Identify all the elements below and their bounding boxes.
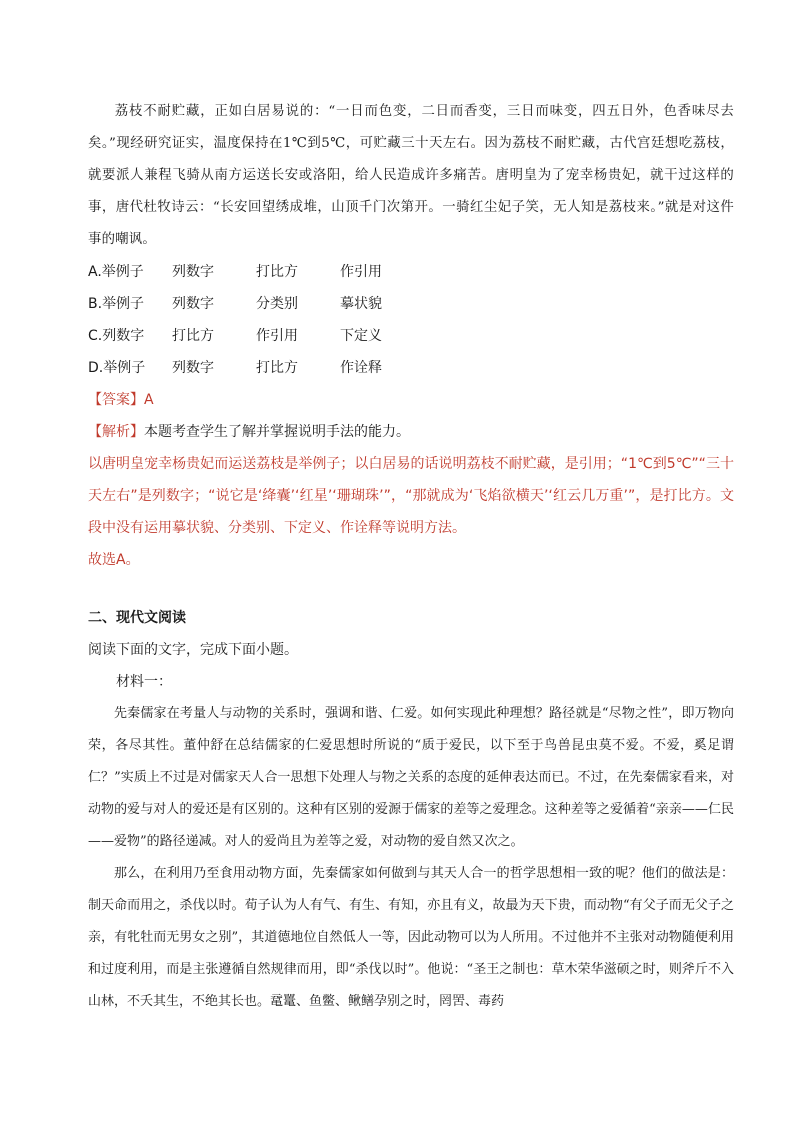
section-title: 二、现代文阅读	[88, 610, 186, 626]
option-a-choice-2: 列数字	[172, 264, 214, 280]
material-paragraph-2: 那么，在利用乃至食用动物方面，先秦儒家如何做到与其天人合一的哲学思想相一致的呢？他们的做法是：制天命而用之，杀伐以时。荀子认为人有气、有生、有知，亦且有义，故最为天下贵，而动物“有父子而无父子之亲，有牝牡而无男女之别”，其道德地位自然低人一等，因此动物可以为人所用。不过他并不主张对动物随便利用和过度利用，而是主张遵循自然规律而用，即“杀伐以时”。他说：“圣王之制也：草木荣华滋硕之时，则斧斤不入山林，不夭其生，不绝其长也。鼋鼍、鱼鳖、鳅鳝孕别之时，罔罟、毒药	[88, 866, 734, 1009]
option-c-choice-4: 下定义	[340, 328, 382, 344]
options-list	[88, 256, 734, 384]
option-c-choice-2: 打比方	[172, 328, 214, 344]
option-d-choice-3: 打比方	[256, 360, 298, 376]
answer-line	[88, 384, 734, 416]
option-a-choice-3: 打比方	[256, 264, 298, 280]
option-a[interactable]	[88, 256, 734, 288]
option-b-choice-4: 摹状貌	[340, 296, 382, 312]
option-d[interactable]	[88, 352, 734, 384]
analysis-body: 以唐明皇宠幸杨贵妃而运送荔枝是举例子；以白居易的话说明荔枝不耐贮藏，是引用；“1℃到5℃”“三十天左右”是列数字；“说它是‘绛囊’‘红星’‘珊瑚珠’”，“那就成为‘飞焰欲横天’‘红云几万重’”，是打比方。文段中没有运用摹状貌、分类别、下定义、作诠释等说明方法。	[88, 456, 734, 536]
option-b-choice-3: 分类别	[256, 296, 298, 312]
material-label: 材料一：	[116, 674, 172, 690]
option-d-choice-1: D.举例子	[88, 360, 146, 376]
option-a-choice-1: A.举例子	[88, 264, 144, 280]
answer-label: 【答案】	[88, 392, 144, 408]
option-c[interactable]	[88, 320, 734, 352]
analysis-intro: 本题考查学生了解并掌握说明手法的能力。	[144, 424, 410, 440]
option-b-choice-1: B.举例子	[88, 296, 145, 312]
option-c-choice-1: C.列数字	[88, 328, 145, 344]
option-a-choice-4: 作引用	[340, 264, 382, 280]
analysis-conclusion: 故选A。	[88, 552, 140, 568]
option-b-choice-2: 列数字	[172, 296, 214, 312]
answer-value: A	[144, 392, 154, 408]
material-paragraph-1: 先秦儒家在考量人与动物的关系时，强调和谐、仁爱。如何实现此种理想？路径就是“尽物之性”，即万物向荣，各尽其性。董仲舒在总结儒家的仁爱思想时所说的“质于爱民，以下至于鸟兽昆虫莫不爱。不爱，奚足谓仁？”实质上不过是对儒家天人合一思想下处理人与物之关系的态度的延伸表达而已。不过，在先秦儒家看来，对动物的爱与对人的爱还是有区别的。这种有区别的爱源于儒家的差等之爱理念。这种差等之爱循着“亲亲——仁民——爱物”的路径递减。对人的爱尚且为差等之爱，对动物的爱自然又次之。	[88, 706, 734, 849]
option-d-choice-2: 列数字	[172, 360, 214, 376]
option-c-choice-3: 作引用	[256, 328, 298, 344]
passage-paragraph: 荔枝不耐贮藏，正如白居易说的：“一日而色变，二日而香变，三日而味变，四五日外，色香味尽去矣。”现经研究证实，温度保持在1℃到5℃，可贮藏三十天左右。因为荔枝不耐贮藏，古代宫廷想吃荔枝，就要派人兼程飞骑从南方运送长安或洛阳，给人民造成许多痛苦。唐明皇为了宠幸杨贵妃，就干过这样的事，唐代杜牧诗云：“长安回望绣成堆，山顶千门次第开。一骑红尘妃子笑，无人知是荔枝来。”就是对这件事的嘲讽。	[88, 104, 734, 247]
section-instruction: 阅读下面的文字，完成下面小题。	[88, 642, 298, 658]
analysis-label: 【解析】	[88, 424, 144, 440]
option-b[interactable]	[88, 288, 734, 320]
option-d-choice-4: 作诠释	[340, 360, 382, 376]
analysis-intro-line	[88, 416, 734, 448]
